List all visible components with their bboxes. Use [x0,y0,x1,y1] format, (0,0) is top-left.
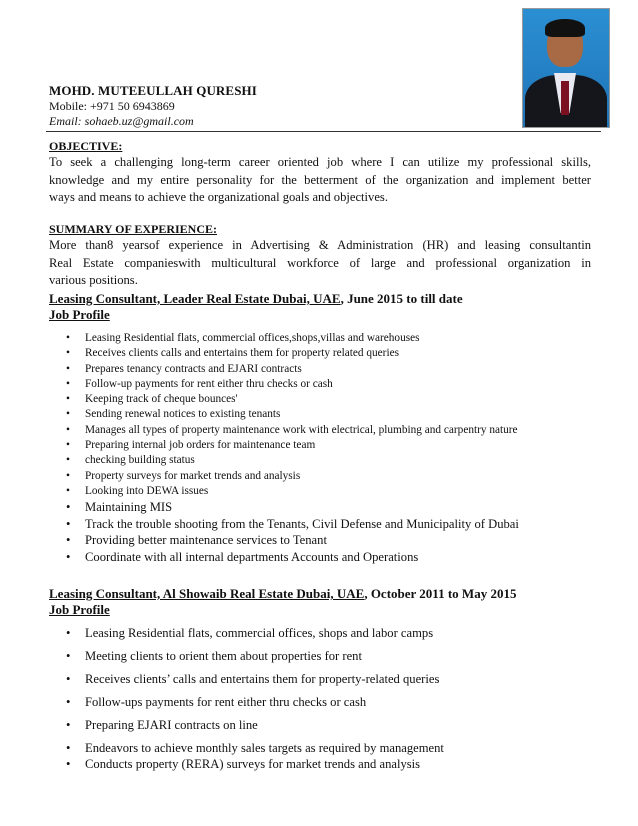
job2-dates: , October 2011 to May 2015 [364,586,517,601]
list-item: • Leasing Residential flats, commercial offices, shops and labor camps [66,626,444,649]
job2-duties [66,626,444,780]
job1-title [49,291,463,307]
list-item: • Leasing Residential flats, commercial offices,shops,villas and warehouses [66,331,519,346]
objective-line: knowledge and my entire personality for the betterment of the organization and implement better [49,172,591,187]
email-address[interactable]: Email: sohaeb.uz@gmail.com [49,114,194,128]
list-item: • Meeting clients to orient them about properties for rent [66,649,444,672]
job2-position: Leasing Consultant, Al Showaib Real Estate Dubai, UAE [49,586,365,601]
job1-dates: , June 2015 to till date [340,291,463,306]
objective-line: ways and means to achieve the organizational goals and objectives. [49,190,388,204]
mobile-number: Mobile: +971 50 6943869 [49,99,175,113]
list-item: • Preparing EJARI contracts on line [66,718,444,741]
list-item: • Maintaining MIS [66,499,519,516]
list-item: • Receives clients calls and entertains them for property related queries [66,346,519,361]
list-item: • Looking into DEWA issues [66,484,519,499]
list-item: • Preparing internal job orders for maintenance team [66,438,519,453]
job2-title [49,586,516,602]
list-item: • Follow-ups payments for rent either thru checks or cash [66,695,444,718]
summary-line: Real Estate companieswith multicultural workforce of large and professional organization in [49,255,591,270]
list-item: • Property surveys for market trends and analysis [66,469,519,484]
profile-photo [522,8,610,128]
header-divider [46,131,601,132]
list-item: • Track the trouble shooting from the Tenants, Civil Defense and Municipality of Dubai [66,516,519,533]
objective-line: To seek a challenging long-term career oriented job where I can utilize my professional skills, [49,155,591,169]
summary-text [49,237,591,290]
list-item: • Providing better maintenance services to Tenant [66,532,519,549]
list-item: • Follow-up payments for rent either thru checks or cash [66,377,519,392]
job2-profile-label: Job Profile [49,602,110,617]
list-item: • Endeavors to achieve monthly sales targets as required by management [66,741,444,757]
summary-heading: SUMMARY OF EXPERIENCE: [49,222,218,236]
objective-text [49,154,591,207]
objective-heading: OBJECTIVE: [49,139,123,153]
job1-profile-label: Job Profile [49,307,110,322]
list-item: • checking building status [66,453,519,468]
list-item: • Conducts property (RERA) surveys for market trends and analysis [66,757,444,780]
list-item: • Prepares tenancy contracts and EJARI contracts [66,362,519,377]
candidate-name: MOHD. MUTEEULLAH QURESHI [49,83,257,98]
list-item: • Receives clients’ calls and entertains them for property-related queries [66,672,444,695]
list-item: • Coordinate with all internal departments Accounts and Operations [66,549,519,566]
summary-line: various positions. [49,273,138,287]
list-item: • Manages all types of property maintenance work with electrical, plumbing and carpentry nature [66,423,519,438]
job1-duties [66,331,519,565]
job1-position: Leasing Consultant, Leader Real Estate Dubai, UAE [49,291,341,306]
summary-line: More than8 yearsof experience in Advertising & Administration (HR) and leasing consultantin [49,238,591,252]
list-item: • Sending renewal notices to existing tenants [66,407,519,422]
list-item: • Keeping track of cheque bounces' [66,392,519,407]
